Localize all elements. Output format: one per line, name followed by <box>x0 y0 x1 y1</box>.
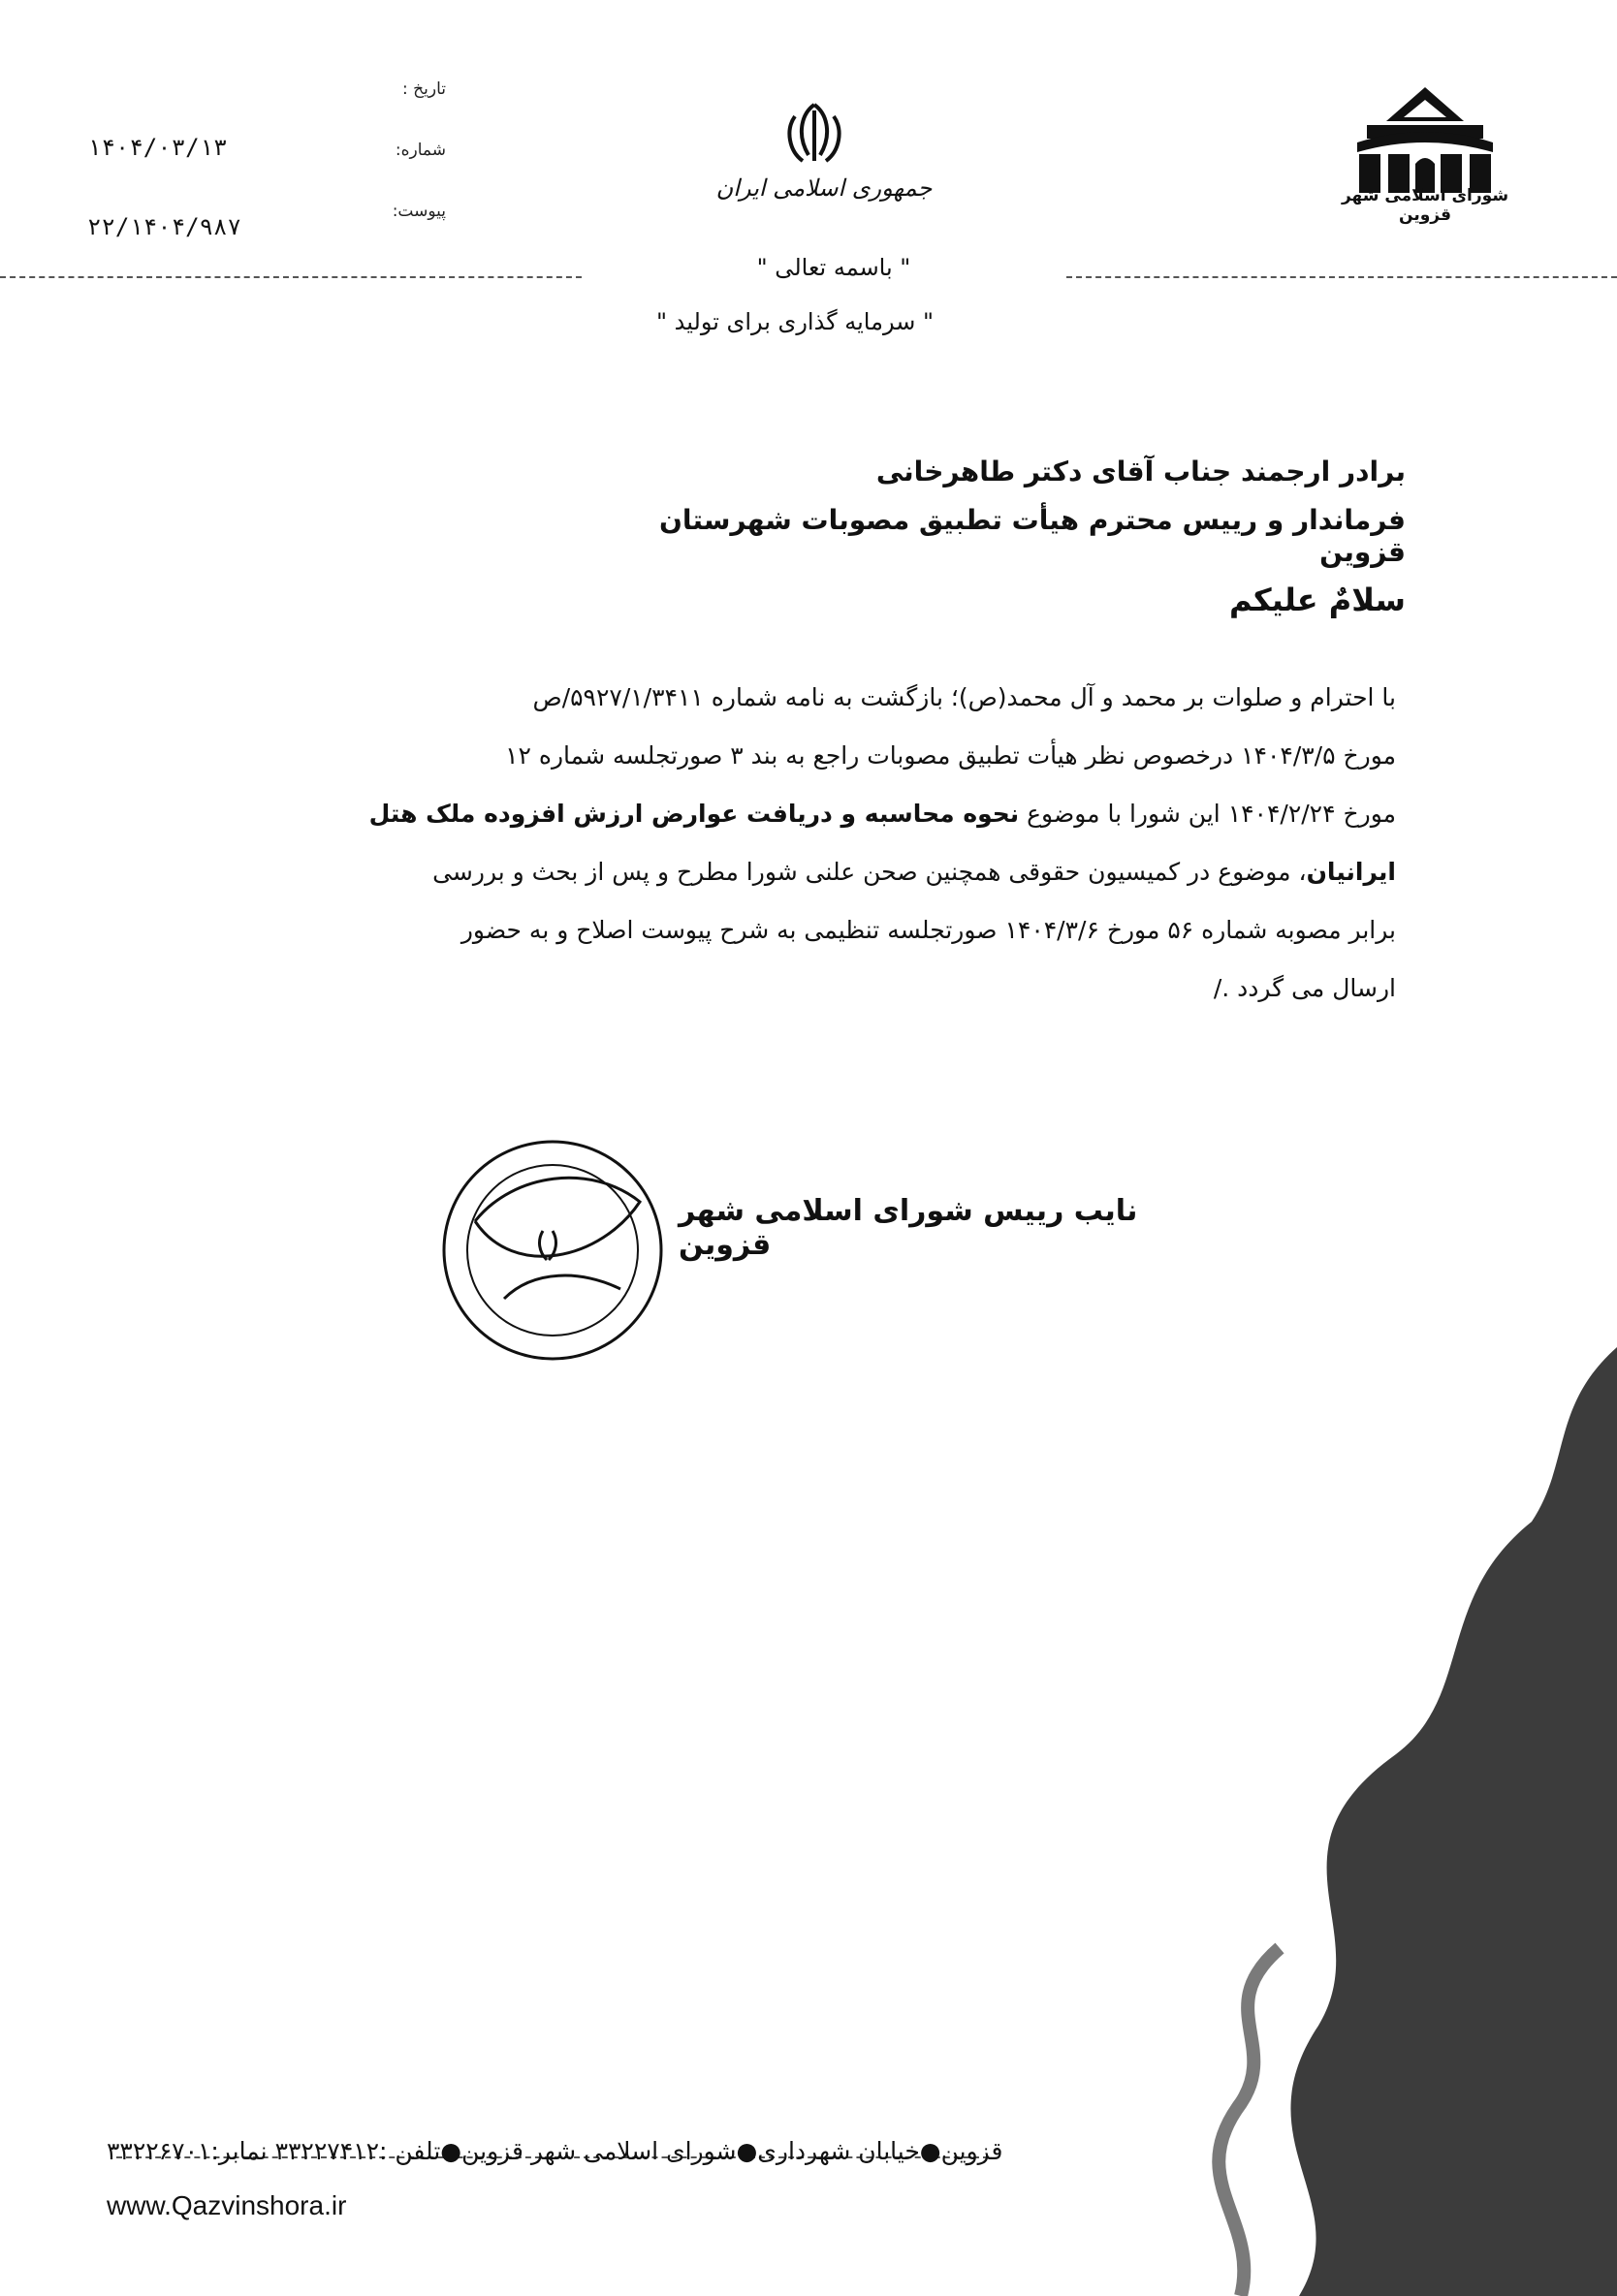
signer-title: نایب رییس شورای اسلامی شهر قزوین <box>679 1194 1138 1262</box>
body-line-4-bold: ایرانیان <box>1306 858 1396 886</box>
number-label: شماره: <box>395 141 446 160</box>
footer-contact: قزوین●خیابان شهرداری●شورای اسلامی شهر قزوین●تلفن :۳۳۲۲۷۴۱۲ نمابر:۳۳۲۲۶۷۰۱ <box>107 2137 1003 2165</box>
addressee-title: فرماندار و رییس محترم هیأت تطبیق مصوبات شهرستان قزوین <box>658 504 1406 568</box>
letter-number-value: ۲۲/۱۴۰۴/۹۸۷ <box>87 213 241 240</box>
decorative-halftone <box>1125 1347 1617 2296</box>
body-line-6: ارسال می گردد ./ <box>1213 974 1396 1002</box>
body-line-4 <box>252 853 1396 892</box>
logo-caption: شورای اسلامی شهر قزوین <box>1341 186 1509 225</box>
body-line-3 <box>252 795 1396 833</box>
iran-emblem-icon <box>776 97 853 174</box>
body-line-1: با احترام و صلوات بر محمد و آل محمد(ص)؛ بازگشت به نامه شماره ۵۹۲۷/۱/۳۴۱۱/ص <box>532 683 1396 711</box>
body-line-2: مورخ ۱۴۰۴/۳/۵ درخصوص نظر هیأت تطبیق مصوبات راجع به بند ۳ صورتجلسه شماره ۱۲ <box>505 741 1396 770</box>
attachment-label: پیوست: <box>392 202 446 221</box>
official-stamp <box>436 1115 679 1376</box>
body-line-4-text: ، موضوع در کمیسیون حقوقی همچنین صحن علنی شورا مطرح و پس از بحث و بررسی <box>432 858 1307 886</box>
date-label: تاریخ : <box>402 79 446 99</box>
header-divider-left <box>0 276 582 278</box>
emblem-caption: جمهوری اسلامی ایران <box>715 174 933 202</box>
footer-website-link[interactable]: www.Qazvinshora.ir <box>107 2190 347 2220</box>
body-line-3-bold: نحوه محاسبه و دریافت عوارض ارزش افزوده ملک هتل <box>368 800 1020 828</box>
letter-date-value: ۱۴۰۴/۰۳/۱۳ <box>87 134 228 161</box>
header-divider-right <box>1066 276 1617 278</box>
greeting: سلامٌ علیکم <box>1228 582 1406 618</box>
body-line-5: برابر مصوبه شماره ۵۶ مورخ ۱۴۰۴/۳/۶ صورتجلسه تنظیمی به شرح پیوست اصلاح و به حضور <box>460 916 1396 944</box>
addressee-name: برادر ارجمند جناب آقای دکتر طاهرخانی <box>875 456 1406 488</box>
invocation-text: " باسمه تعالی " <box>756 254 911 281</box>
body-line-3-text: مورخ ۱۴۰۴/۲/۲۴ این شورا با موضوع <box>1019 800 1396 828</box>
slogan-text: " سرمایه گذاری برای تولید " <box>656 308 934 335</box>
